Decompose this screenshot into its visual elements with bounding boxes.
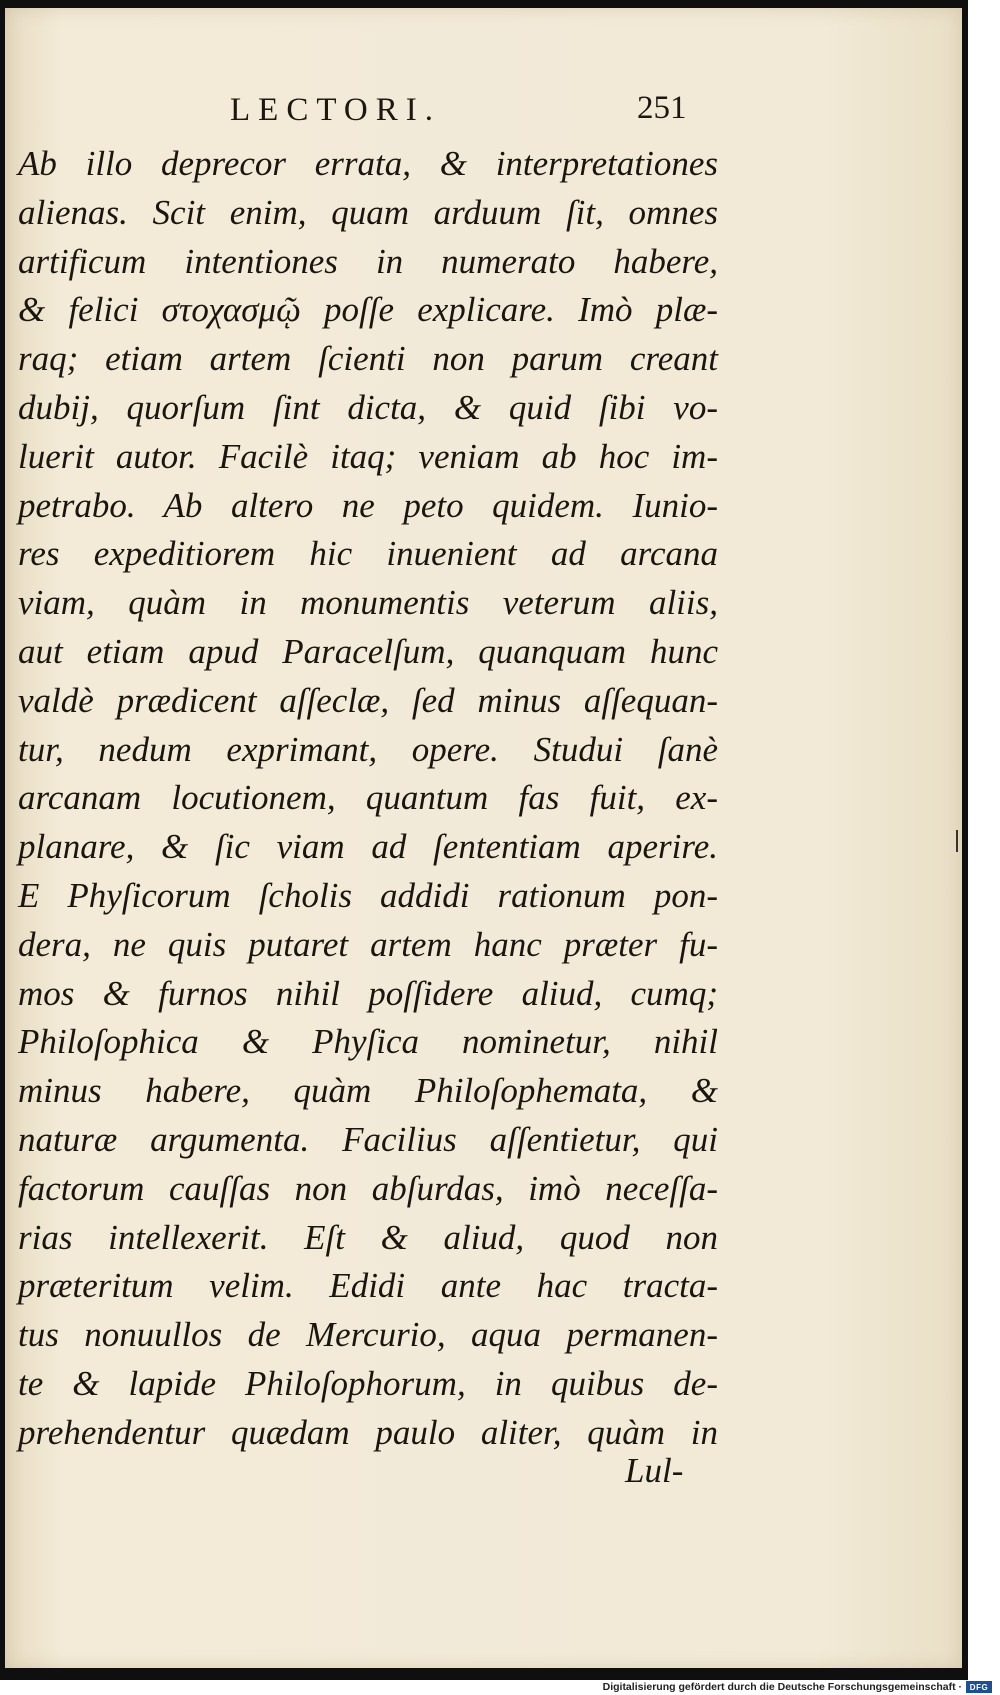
text-line: dubij, quorſum ſint dicta, & quid ſibi vo- bbox=[18, 387, 718, 427]
text-line: artificum intentiones in numerato habere, bbox=[18, 241, 718, 281]
text-line: tus nonuullos de Mercurio, aqua permanen- bbox=[18, 1315, 718, 1355]
digitization-credit bbox=[603, 1680, 992, 1694]
text-line: E Phyſicorum ſcholis addidi rationum pon- bbox=[18, 875, 718, 915]
text-line: Ab illo deprecor errata, & interpretationes bbox=[18, 144, 718, 183]
body-text bbox=[18, 140, 718, 1458]
catchword: Lul- bbox=[625, 1451, 684, 1490]
credit-text: Digitalisierung gefördert durch die Deutsche Forschungsgemeinschaft · bbox=[602, 1681, 962, 1693]
book-page bbox=[5, 8, 962, 1668]
text-line: raq; etiam artem ſcienti non parum creant bbox=[18, 339, 718, 379]
text-line: viam, quàm in monumentis veterum aliis, bbox=[18, 583, 718, 623]
text-line: dera, ne quis putaret artem hanc præter fu- bbox=[18, 924, 718, 964]
text-line: aut etiam apud Paracelſum, quanquam hunc bbox=[18, 631, 718, 671]
text-line: mos & furnos nihil poſſidere aliud, cumq; bbox=[18, 973, 718, 1013]
text-line: prehendentur quædam paulo aliter, quàm in bbox=[18, 1412, 718, 1452]
text-line: præteritum velim. Edidi ante hac tracta- bbox=[18, 1266, 718, 1306]
text-line: arcanam locutionem, quantum fas fuit, ex- bbox=[18, 778, 718, 818]
text-line: res expeditiorem hic inuenient ad arcana bbox=[18, 534, 718, 574]
text-line: petrabo. Ab altero ne peto quidem. Iunio- bbox=[18, 485, 718, 525]
text-line: minus habere, quàm Philoſophemata, & bbox=[18, 1071, 718, 1111]
text-line: Philoſophica & Phyſica nominetur, nihil bbox=[18, 1022, 718, 1062]
margin-mark bbox=[956, 830, 958, 852]
text-line: luerit autor. Facilè itaq; veniam ab hoc im- bbox=[18, 436, 718, 476]
page-number: 251 bbox=[637, 90, 687, 126]
text-line: planare, & ſic viam ad ſententiam aperire. bbox=[18, 827, 718, 867]
text-line: rias intellexerit. Eſt & aliud, quod non bbox=[18, 1217, 718, 1257]
text-line: naturæ argumenta. Facilius aſſentietur, qui bbox=[18, 1119, 718, 1159]
running-head-title: LECTORI. bbox=[230, 92, 441, 128]
text-line: alienas. Scit enim, quam arduum ſit, omnes bbox=[18, 192, 718, 232]
text-line: & felici στοχασμῷ poſſe explicare. Imò plæ- bbox=[18, 290, 718, 330]
text-line: tur, nedum exprimant, opere. Studui ſanè bbox=[18, 729, 718, 769]
text-line: valdè prædicent aſſeclæ, ſed minus aſſequan- bbox=[18, 680, 718, 720]
text-line: factorum cauſſas non abſurdas, imò neceſſa- bbox=[18, 1168, 718, 1208]
running-head bbox=[5, 88, 962, 132]
dfg-logo-icon: DFG bbox=[966, 1681, 992, 1693]
text-line: te & lapide Philoſophorum, in quibus de- bbox=[18, 1363, 718, 1403]
